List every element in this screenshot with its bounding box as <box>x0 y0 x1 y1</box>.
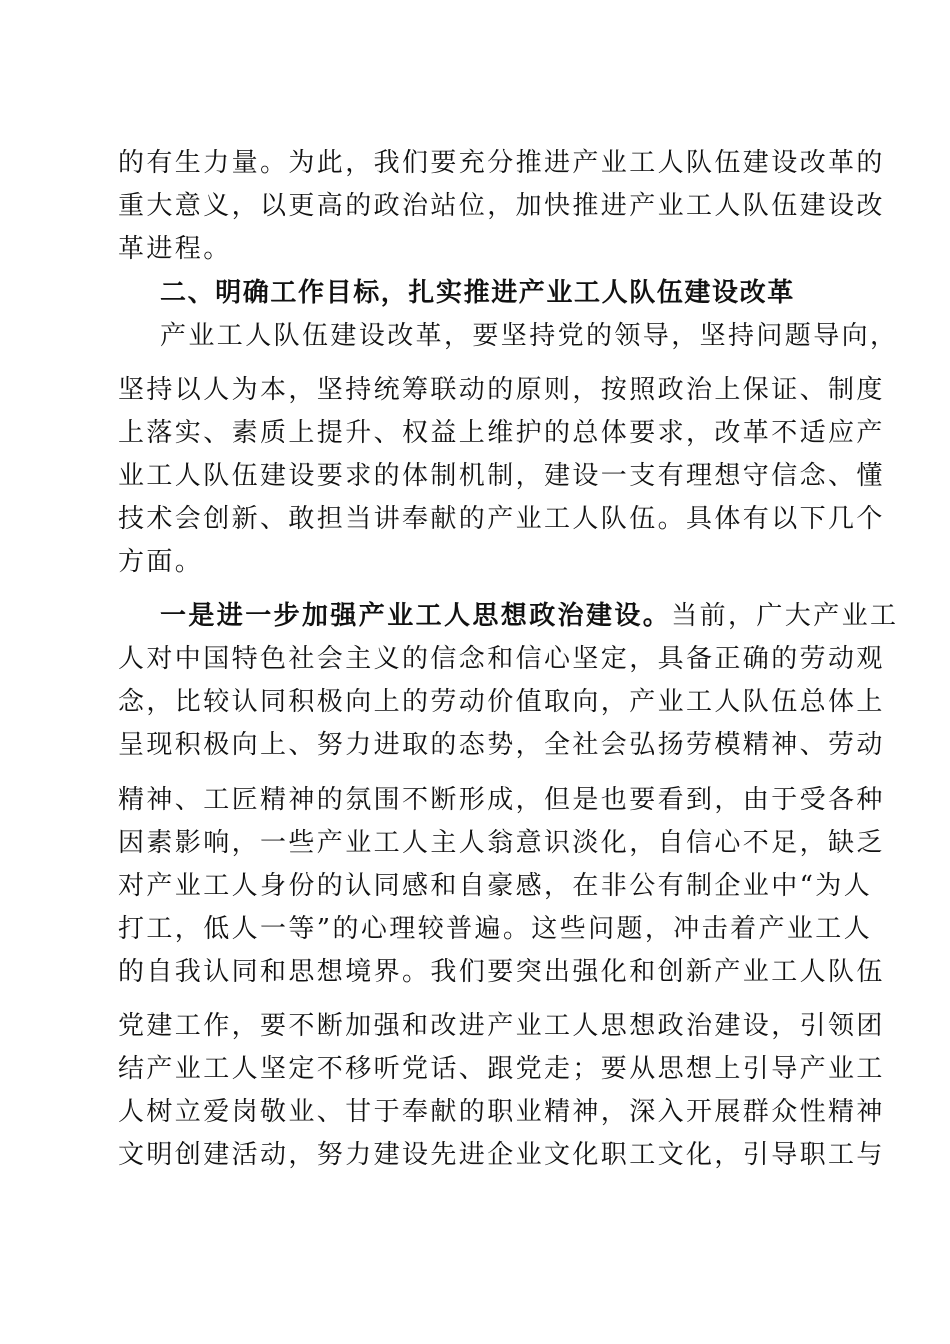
bold-lead-phrase: 一是进一步加强产业工人思想政治建设。 <box>160 601 672 631</box>
text-line-14: 呈现积极向上、努力进取的态势，全社会弘扬劳模精神、劳动 <box>118 730 885 760</box>
text-line-5: 产业工人队伍建设改革，要坚持党的领导，坚持问题导向， <box>160 321 899 351</box>
text-line-6: 坚持以人为本，坚持统筹联动的原则，按照政治上保证、制度 <box>118 375 885 405</box>
text-line-17: 对产业工人身份的认同感和自豪感，在非公有制企业中“为人 <box>118 871 873 901</box>
text-line-7: 上落实、素质上提升、权益上维护的总体要求，改革不适应产 <box>118 418 885 448</box>
text-line-11-rest: 当前，广大产业工 <box>671 601 899 631</box>
text-line-9: 技术会创新、敢担当讲奉献的产业工人队伍。具体有以下几个 <box>118 504 885 534</box>
section-heading: 二、明确工作目标，扎实推进产业工人队伍建设改革 <box>160 278 795 308</box>
text-line-22: 人树立爱岗敬业、甘于奉献的职业精神，深入开展群众性精神 <box>118 1097 885 1127</box>
text-line-10: 方面。 <box>118 547 204 577</box>
text-line-1: 的有生力量。为此，我们要充分推进产业工人队伍建设改革的 <box>118 148 885 178</box>
text-line-18: 打工，低人一等”的心理较普遍。这些问题，冲击着产业工人 <box>118 914 873 944</box>
text-line-20: 党建工作，要不断加强和改进产业工人思想政治建设，引领团 <box>118 1011 885 1041</box>
text-line-19: 的自我认同和思想境界。我们要突出强化和创新产业工人队伍 <box>118 957 885 987</box>
text-line-12: 人对中国特色社会主义的信念和信心坚定，具备正确的劳动观 <box>118 644 885 674</box>
text-line-3: 革进程。 <box>118 234 232 264</box>
text-line-15: 精神、工匠精神的氛围不断形成，但是也要看到，由于受各种 <box>118 785 885 815</box>
text-line-13: 念，比较认同积极向上的劳动价值取向，产业工人队伍总体上 <box>118 687 885 717</box>
text-line-21: 结产业工人坚定不移听党话、跟党走；要从思想上引导产业工 <box>118 1054 885 1084</box>
text-line-8: 业工人队伍建设要求的体制机制，建设一支有理想守信念、懂 <box>118 461 885 491</box>
text-line-16: 因素影响，一些产业工人主人翁意识淡化，自信心不足，缺乏 <box>118 828 885 858</box>
text-line-11 <box>160 596 899 636</box>
text-line-2: 重大意义，以更高的政治站位，加快推进产业工人队伍建设改 <box>118 191 885 221</box>
text-line-23: 文明创建活动，努力建设先进企业文化职工文化，引导职工与 <box>118 1140 885 1170</box>
